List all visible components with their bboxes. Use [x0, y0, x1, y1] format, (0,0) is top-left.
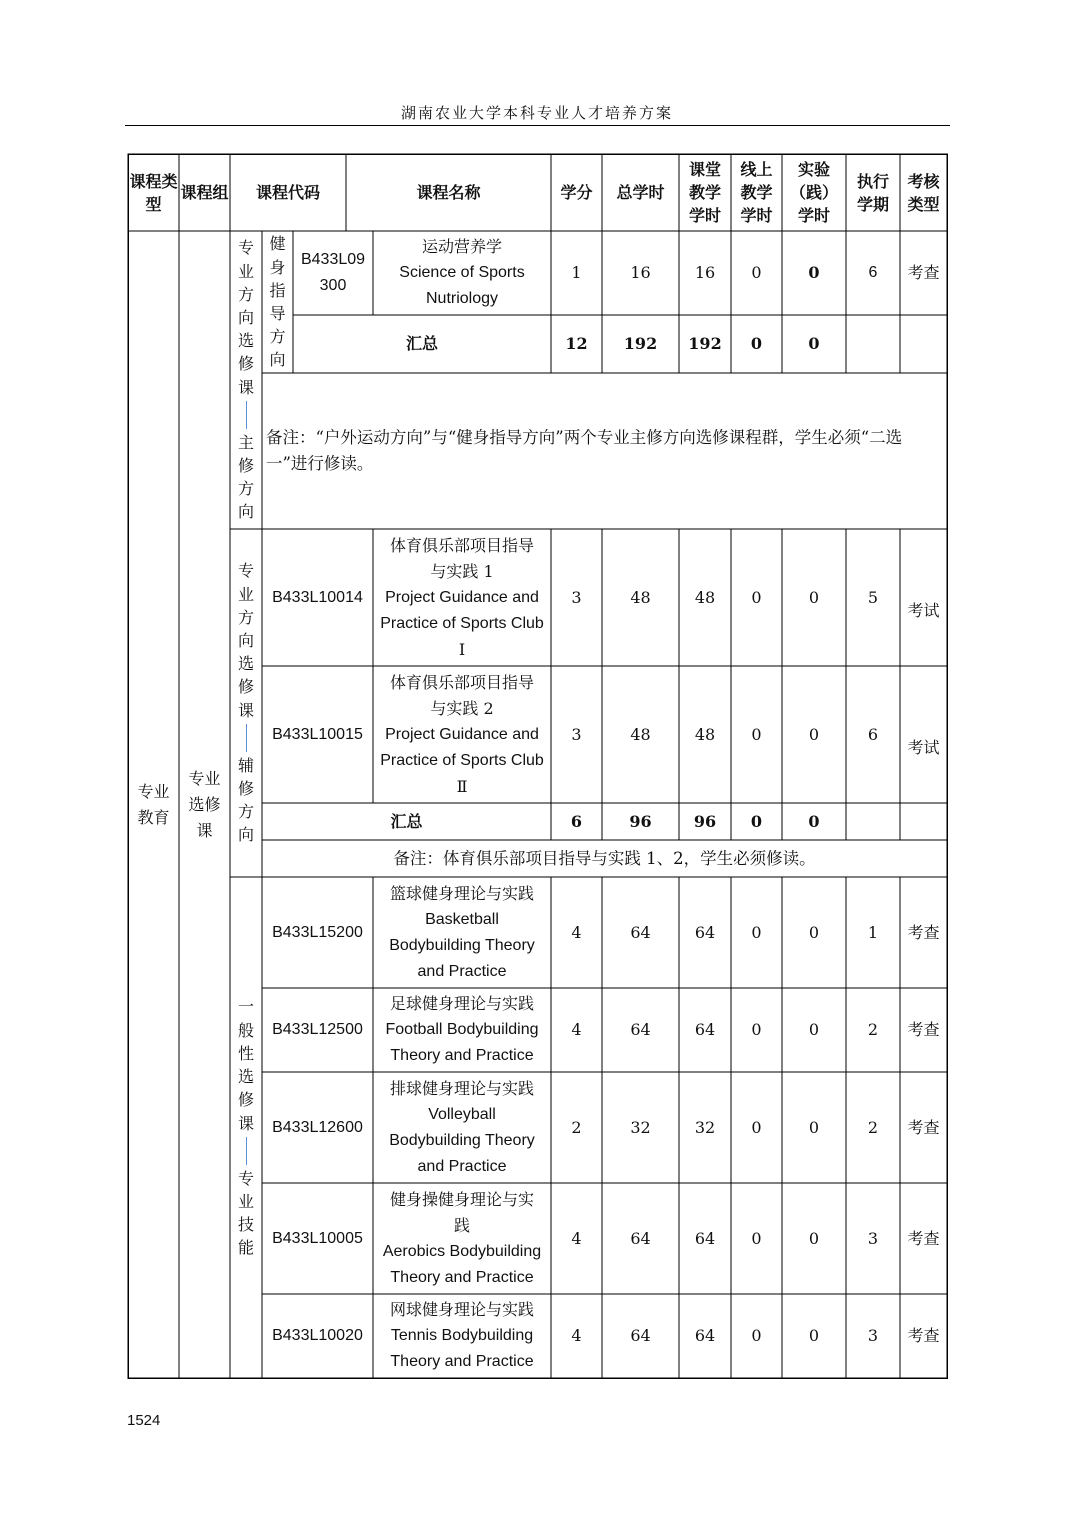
assessment: 考试 [907, 600, 940, 620]
class-hours: 48 [694, 724, 716, 744]
header-class-hours: 课堂教学学时 [688, 160, 721, 225]
summary-lab-hours: 0 [808, 811, 820, 831]
section-divider-line [246, 1137, 247, 1165]
semester: 6 [867, 724, 879, 744]
credits: 3 [571, 724, 582, 744]
summary-class-hours: 96 [693, 811, 717, 831]
online-hours: 0 [751, 1228, 762, 1248]
assessment: 考试 [907, 737, 940, 757]
class-hours: 16 [694, 263, 716, 282]
lab-hours: 0 [808, 1020, 820, 1039]
summary-credits: 12 [565, 334, 588, 353]
course-name: 网球健身理论与实践 Tennis Bodybuilding Theory and Practice [389, 1300, 534, 1370]
semester: 6 [868, 264, 878, 281]
lab-hours: 0 [808, 1326, 820, 1345]
header-online-hours: 线上教学学时 [740, 160, 773, 225]
course-code: B433L10014 [272, 588, 363, 606]
lab-hours: 0 [808, 724, 820, 744]
summary-label: 汇总 [405, 334, 438, 353]
assessment: 考查 [907, 1020, 940, 1039]
lab-hours: 0 [808, 587, 820, 607]
online-hours: 0 [751, 1117, 762, 1137]
lab-hours: 0 [808, 1117, 820, 1137]
note-minor: 备注：体育俱乐部项目指导与实践 1、2，学生必须修读。 [393, 848, 816, 868]
course-group-cell: 专业选修课 [188, 768, 221, 840]
header-course-code: 课程代码 [255, 183, 320, 202]
summary-total-hours: 192 [623, 334, 658, 353]
semester: 3 [867, 1228, 879, 1248]
section-divider-line [246, 724, 247, 752]
total-hours: 16 [630, 263, 651, 282]
course-code: B433L10015 [272, 725, 363, 743]
online-hours: 0 [751, 724, 762, 744]
class-hours: 32 [694, 1117, 716, 1137]
lab-hours: 0 [808, 263, 820, 282]
online-hours: 0 [751, 263, 762, 282]
online-hours: 0 [751, 922, 762, 942]
total-hours: 64 [630, 922, 651, 942]
section-major-label-top: 专业方向选修课 [237, 238, 254, 397]
total-hours: 48 [630, 724, 651, 744]
section-major-label [230, 231, 262, 529]
class-hours: 64 [694, 922, 716, 942]
credits: 2 [571, 1117, 582, 1137]
course-name: 足球健身理论与实践 Football Bodybuilding Theory and Practice [385, 994, 539, 1064]
header-credits: 学分 [560, 183, 593, 202]
total-hours: 64 [630, 1326, 651, 1345]
class-hours: 48 [694, 587, 716, 607]
sub-label-fitness: 健身指导方向 [269, 234, 286, 370]
header-assessment: 考核类型 [907, 171, 940, 214]
semester: 5 [867, 587, 879, 607]
page-header: 湖南农业大学本科专业人才培养方案 [400, 104, 673, 122]
summary-label: 汇总 [390, 811, 423, 831]
lab-hours: 0 [808, 1228, 820, 1248]
credits: 3 [571, 587, 582, 607]
summary-class-hours: 192 [688, 334, 722, 353]
online-hours: 0 [751, 587, 762, 607]
course-code: B433L09 300 [300, 251, 366, 294]
assessment: 考查 [907, 1117, 940, 1137]
assessment: 考查 [907, 1326, 940, 1345]
note-major: 备注：“户外运动方向”与“健身指导方向”两个专业主修方向选修课程群，学生必须“二选一”进行修读。 [266, 428, 903, 473]
course-code: B433L12600 [272, 1118, 363, 1136]
semester: 2 [867, 1117, 879, 1137]
section-major-label-bottom: 主修方向 [237, 432, 254, 522]
semester: 2 [867, 1020, 879, 1039]
summary-online-hours: 0 [750, 811, 763, 831]
summary-online-hours: 0 [750, 334, 763, 353]
course-name: 排球健身理论与实践 Volleyball Bodybuilding Theory and Practice [389, 1078, 535, 1175]
section-minor-label: 专业方向选修课 辅修方向 [237, 561, 254, 845]
class-hours: 64 [694, 1020, 716, 1039]
class-hours: 64 [694, 1228, 716, 1248]
course-name: 体育俱乐部项目指导 与实践 2 Project Guidance and Practice of Sports Club Ⅱ [380, 672, 544, 796]
credits: 4 [571, 922, 582, 942]
header-semester: 执行学期 [856, 171, 889, 214]
course-name: 体育俱乐部项目指导 与实践 1 Project Guidance and Practice of Sports Club Ⅰ [380, 535, 544, 659]
course-code: B433L15200 [272, 923, 363, 941]
credits: 4 [571, 1326, 582, 1345]
online-hours: 0 [751, 1020, 762, 1039]
header-course-type: 课程类型 [129, 171, 178, 214]
header-total-hours: 总学时 [616, 183, 665, 202]
summary-lab-hours: 0 [808, 334, 820, 353]
assessment: 考查 [907, 263, 940, 282]
semester: 1 [867, 922, 879, 942]
assessment: 考查 [907, 1228, 940, 1248]
total-hours: 64 [630, 1020, 651, 1039]
credits: 4 [571, 1228, 582, 1248]
course-code: B433L12500 [272, 1021, 363, 1038]
total-hours: 32 [630, 1117, 651, 1137]
section-divider-line [246, 401, 247, 429]
total-hours: 64 [630, 1228, 651, 1248]
header-lab-hours: 实验（践）学时 [790, 160, 839, 225]
semester: 3 [867, 1326, 879, 1345]
course-code: B433L10005 [272, 1229, 363, 1247]
summary-credits: 6 [570, 811, 583, 831]
course-name: 篮球健身理论与实践 Basketball Bodybuilding Theory and Practice [389, 883, 535, 980]
class-hours: 64 [694, 1326, 716, 1345]
header-course-name: 课程名称 [416, 183, 481, 202]
online-hours: 0 [751, 1326, 762, 1345]
credits: 1 [571, 263, 582, 282]
page-number: 1524 [127, 1412, 161, 1429]
header-course-group: 课程组 [180, 183, 229, 202]
total-hours: 48 [630, 587, 651, 607]
section-general-label: 一般性选修课 专业技能 [237, 997, 254, 1258]
course-type-cell: 专业教育 [137, 781, 170, 827]
assessment: 考查 [907, 922, 940, 942]
course-code: B433L10020 [272, 1327, 363, 1344]
course-name: 运动营养学 Science of Sports Nutriology [399, 237, 525, 307]
lab-hours: 0 [808, 922, 820, 942]
summary-total-hours: 96 [629, 811, 652, 831]
course-name: 健身操健身理论与实 践 Aerobics Bodybuilding Theory and Practice [382, 1189, 542, 1286]
credits: 4 [571, 1020, 582, 1039]
